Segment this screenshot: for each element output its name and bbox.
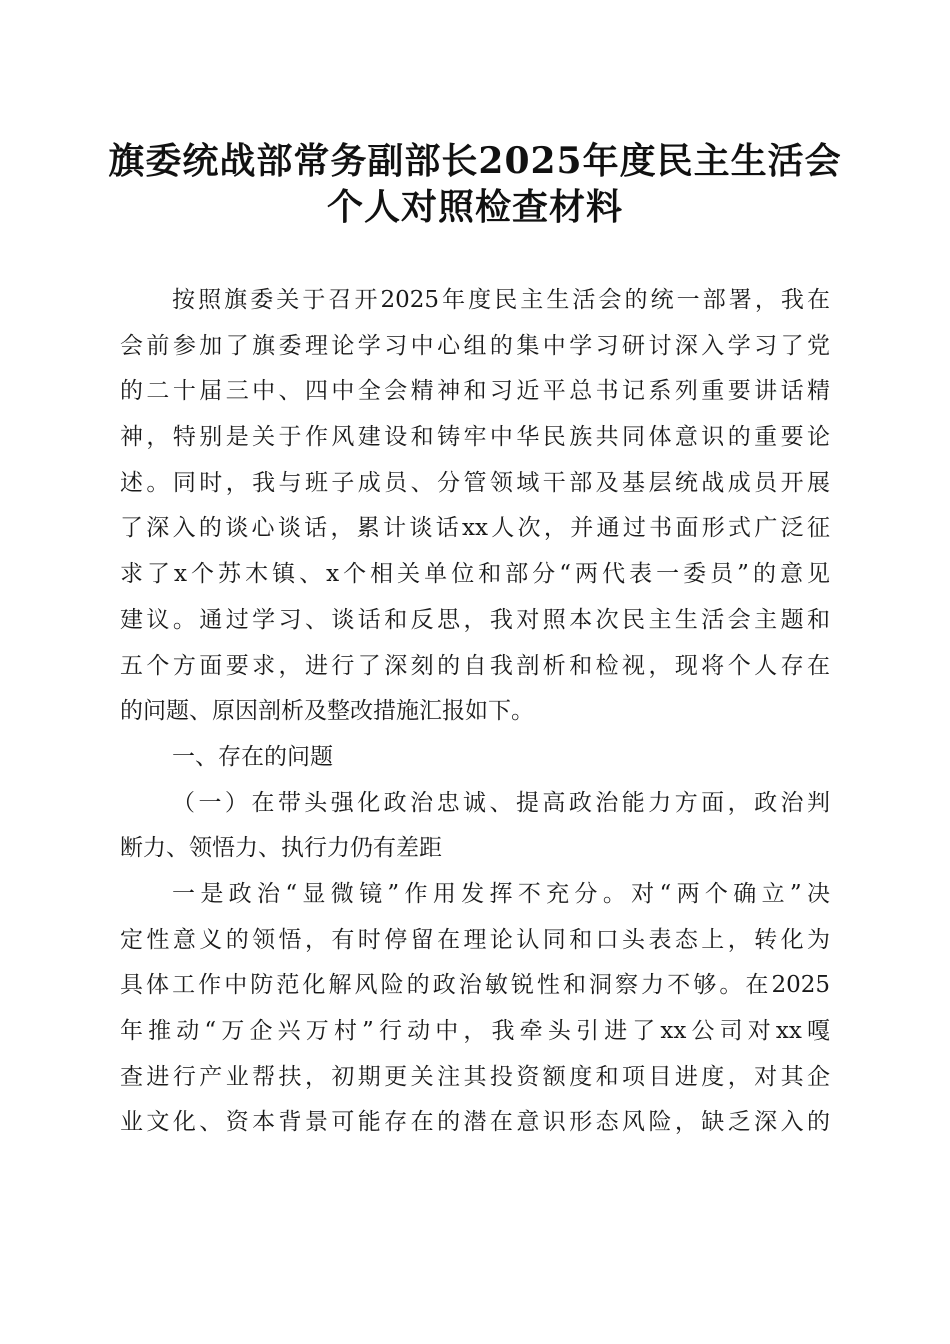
paragraph-line: 具体工作中防范化解风险的政治敏锐性和洞察力不够。在2025 [120, 972, 830, 999]
paragraph-line: 五个方面要求，进行了深刻的自我剖析和检视，现将个人存在 [120, 652, 830, 679]
section-heading: 一、存在的问题 [172, 743, 333, 770]
paragraph-line: 定性意义的领悟，有时停留在理论认同和口头表态上，转化为 [120, 926, 830, 953]
subsection-heading: 断力、领悟力、执行力仍有差距 [120, 835, 442, 862]
paragraph-line: 按照旗委关于召开2025年度民主生活会的统一部署，我在 [172, 287, 830, 313]
paragraph-line: 业文化、资本背景可能存在的潜在意识形态风险，缺乏深入的 [120, 1109, 830, 1136]
paragraph-line: 了深入的谈心谈话，累计谈话xx人次，并通过书面形式广泛征 [120, 515, 830, 542]
paragraph-line: 求了x个苏木镇、x个相关单位和部分“两代表一委员”的意见 [120, 561, 830, 588]
paragraph-line: 建议。通过学习、谈话和反思，我对照本次民主生活会主题和 [120, 606, 830, 633]
paragraph-line: 年推动“万企兴万村”行动中，我牵头引进了xx公司对xx嘎 [120, 1018, 830, 1044]
paragraph-line: 的问题、原因剖析及整改措施汇报如下。 [120, 698, 534, 725]
paragraph-line: 神，特别是关于作风建设和铸牢中华民族共同体意识的重要论 [120, 424, 830, 451]
paragraph-line: 述。同时，我与班子成员、分管领域干部及基层统战成员开展 [120, 469, 830, 496]
document-body [120, 278, 830, 1146]
paragraph-line: 一是政治“显微镜”作用发挥不充分。对“两个确立”决 [172, 880, 830, 907]
paragraph-line: 的二十届三中、四中全会精神和习近平总书记系列重要讲话精 [120, 378, 830, 405]
document-title-line-2: 个人对照检查材料 [326, 186, 623, 228]
subsection-heading: （一）在带头强化政治忠诚、提高政治能力方面，政治判 [172, 789, 830, 816]
document-title-line-1: 旗委统战部常务副部长2025年度民主生活会 [108, 140, 842, 182]
paragraph-line: 查进行产业帮扶，初期更关注其投资额度和项目进度，对其企 [120, 1063, 830, 1090]
paragraph-line: 会前参加了旗委理论学习中心组的集中学习研讨深入学习了党 [120, 332, 830, 359]
